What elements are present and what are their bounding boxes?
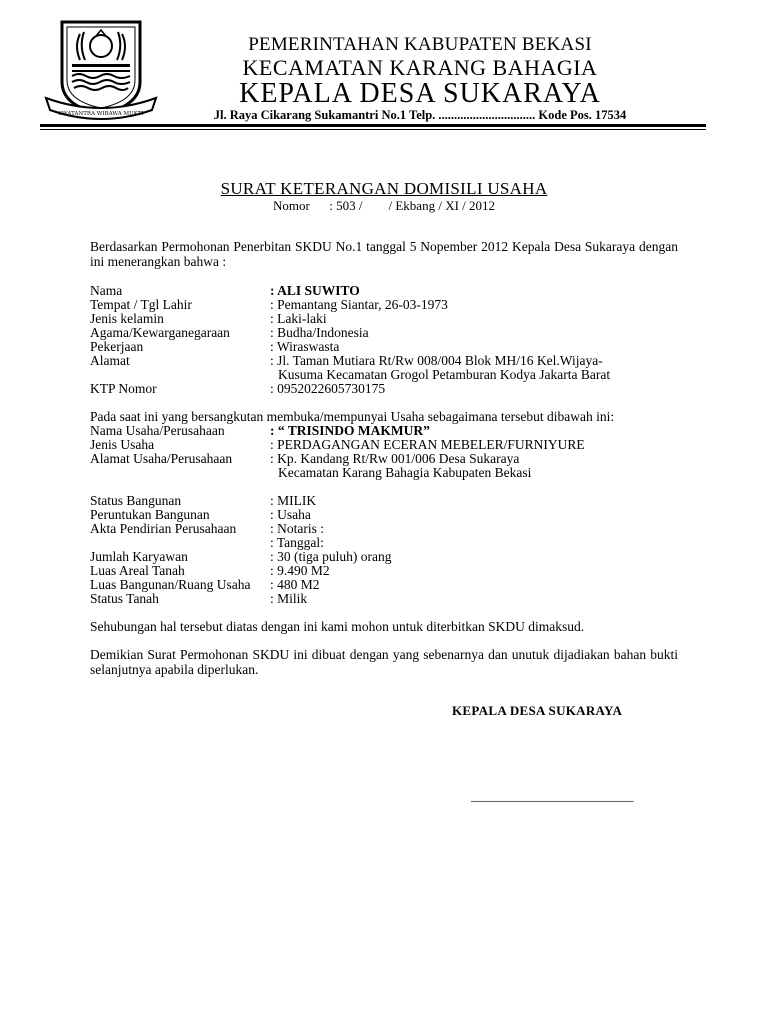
field-value: : 480 M2	[270, 577, 320, 592]
field-row	[90, 437, 690, 452]
field-label: Nama	[90, 283, 123, 298]
field-row	[90, 535, 690, 550]
field-value: : Laki-laki	[270, 311, 327, 326]
field-label: Luas Areal Tanah	[90, 563, 185, 578]
field-label: Pekerjaan	[90, 339, 144, 354]
field-value-continuation: Kusuma Kecamatan Grogol Petamburan Kodya Jakarta Barat	[278, 367, 611, 382]
field-label: Akta Pendirian Perusahaan	[90, 521, 237, 536]
letterhead-divider-thick	[40, 124, 706, 127]
field-label: Jumlah Karyawan	[90, 549, 188, 564]
business-intro: Pada saat ini yang bersangkutan membuka/mempunyai Usaha sebagaimana tersebut dibawah ini:	[90, 409, 615, 424]
field-value: : Milik	[270, 591, 308, 606]
field-row	[90, 423, 690, 438]
field-row	[90, 521, 690, 536]
field-label: Peruntukan Bangunan	[90, 507, 210, 522]
letterhead-divider-thin	[40, 129, 706, 130]
field-value: : PERDAGANGAN ECERAN MEBELER/FURNIYURE	[270, 437, 585, 452]
field-row	[90, 339, 690, 354]
document-number: Nomor : 503 / / Ekbang / XI / 2012	[272, 198, 496, 213]
government-name: PEMERINTAHAN KABUPATEN BEKASI	[248, 34, 592, 55]
document-title: SURAT KETERANGAN DOMISILI USAHA	[220, 179, 548, 198]
field-value-continuation: Kecamatan Karang Bahagia Kabupaten Bekasi	[278, 465, 532, 480]
field-label: Nama Usaha/Perusahaan	[90, 423, 225, 438]
field-value: : 30 (tiga puluh) orang	[270, 549, 392, 564]
field-row	[90, 311, 690, 326]
field-label: Status Bangunan	[90, 493, 182, 508]
field-label: Alamat Usaha/Perusahaan	[90, 451, 233, 466]
field-value: : Jl. Taman Mutiara Rt/Rw 008/004 Blok MH/16 Kel.Wijaya-	[270, 353, 603, 368]
signature-line: _________________________	[471, 788, 634, 803]
field-value: : “ TRISINDO MAKMUR”	[270, 423, 430, 438]
closing-paragraph-1: Sehubungan hal tersebut diatas dengan ini kami mohon untuk diterbitkan SKDU dimaksud.	[90, 619, 585, 634]
field-label: Luas Bangunan/Ruang Usaha	[90, 577, 251, 592]
field-value: : Wiraswasta	[270, 339, 340, 354]
field-label: Tempat / Tgl Lahir	[90, 297, 192, 312]
emblem-motto: SWATANTRA WIBAWA MUKTI	[58, 111, 144, 117]
field-value: : Kp. Kandang Rt/Rw 001/006 Desa Sukaraya	[270, 451, 520, 466]
field-value: : 0952022605730175	[270, 381, 386, 396]
district-name: KECAMATAN KARANG BAHAGIA	[242, 55, 598, 80]
field-value: : Budha/Indonesia	[270, 325, 369, 340]
field-value: : Notaris :	[270, 521, 324, 536]
field-row	[90, 353, 690, 368]
field-label: KTP Nomor	[90, 381, 157, 396]
field-row	[90, 451, 690, 466]
field-row	[90, 507, 690, 522]
field-label: Status Tanah	[90, 591, 159, 606]
closing-paragraph-2: Demikian Surat Permohonan SKDU ini dibuat dengan yang sebenarnya dan unutuk dijadiakan bahan bukti selanjutnya apabila diperlukan.	[90, 647, 678, 677]
field-row	[90, 283, 690, 298]
field-label: Alamat	[90, 353, 130, 368]
field-value: : Usaha	[270, 507, 311, 522]
village-head-title: KEPALA DESA SUKARAYA	[239, 78, 601, 109]
field-label: Jenis Usaha	[90, 437, 155, 452]
field-row	[90, 493, 690, 508]
field-row	[90, 563, 690, 578]
field-value: : 9.490 M2	[270, 563, 330, 578]
field-value: : Pemantang Siantar, 26-03-1973	[270, 297, 448, 312]
field-label: Agama/Kewarganegaraan	[90, 325, 230, 340]
field-row	[90, 325, 690, 340]
letterhead-address: Jl. Raya Cikarang Sukamantri No.1 Telp. ............................... Kode Pos. 17534	[213, 108, 627, 122]
field-row	[90, 549, 690, 564]
field-row	[90, 297, 690, 312]
kabupaten-bekasi-emblem-icon	[40, 14, 162, 126]
field-row	[90, 577, 690, 592]
field-value: : Tanggal:	[270, 535, 324, 550]
field-row	[90, 381, 690, 396]
field-row	[90, 591, 690, 606]
intro-paragraph: Berdasarkan Permohonan Penerbitan SKDU No.1 tanggal 5 Nopember 2012 Kepala Desa Sukaraya dengan ini menerangkan bahwa :	[90, 239, 678, 269]
field-value: : ALI SUWITO	[270, 283, 360, 298]
signature-title: KEPALA DESA SUKARAYA	[452, 703, 623, 718]
field-label: Jenis kelamin	[90, 311, 164, 326]
field-value: : MILIK	[270, 493, 317, 508]
